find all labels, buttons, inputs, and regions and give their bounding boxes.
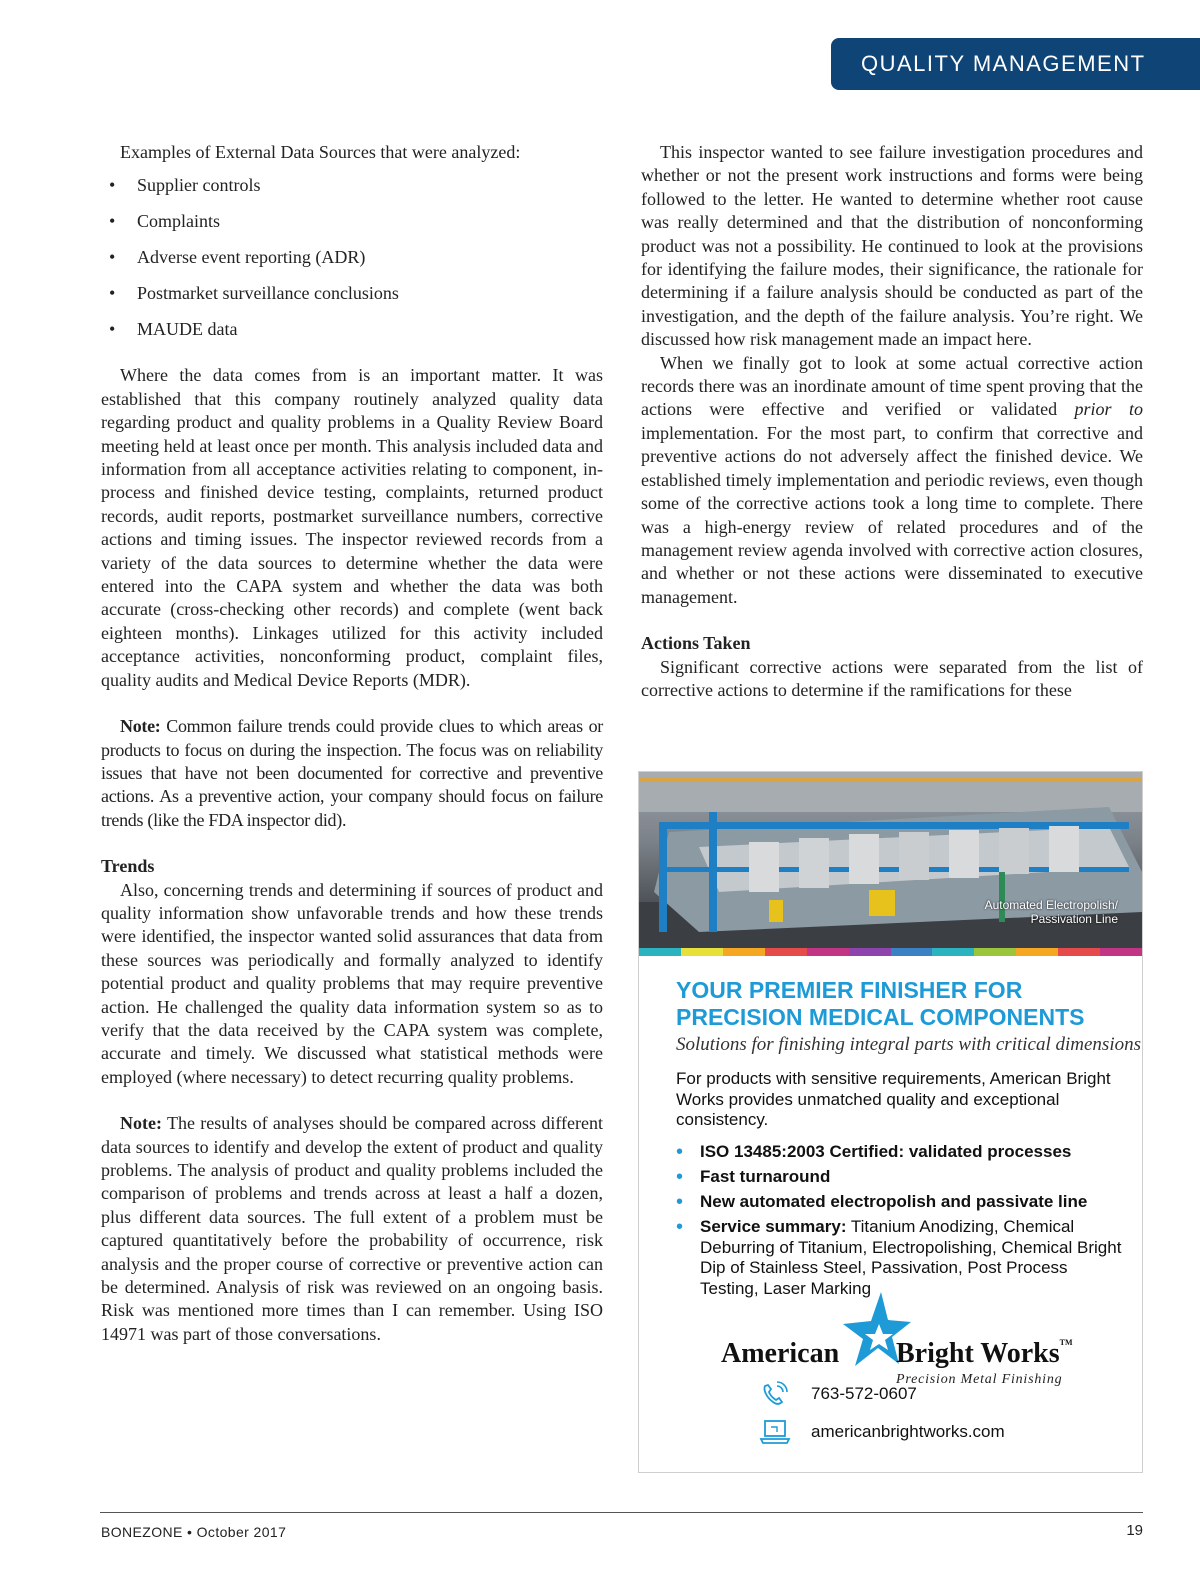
color-stripe [639, 948, 1142, 956]
headline-line: YOUR PREMIER FINISHER FOR [676, 977, 1023, 1003]
note-text: The results of analyses should be compared across different data sources to identify and develop the extent of product and quality problems. The analysis of product and quality problems included the comparison of problems and trends across at least a half a dozen, plus different data sources. The full extent of a problem must be captured quantitatively before the probability of occurrence, risk analysis and the proper course of corrective or preventive action can be determined. Analysis of risk was reviewed on an ongoing basis. Risk was mentioned more times than I can remember. Using ISO 14971 was part of those conversations. [101, 1113, 603, 1344]
section-heading-trends: Trends [101, 856, 155, 877]
ad-photo [639, 772, 1142, 948]
section-title: QUALITY MANAGEMENT [861, 51, 1146, 76]
data-sources-list [101, 174, 603, 354]
list-item: • MAUDE data [137, 318, 603, 354]
headline-line: PRECISION MEDICAL COMPONENTS [676, 1004, 1085, 1030]
ad-headline [676, 977, 1136, 1031]
note-paragraph [101, 1112, 603, 1346]
list-item: • Supplier controls [137, 174, 603, 210]
text-run: When we finally got to look at some actual corrective action records there was an inordinate amount of time spent proving that the actions were effective and verified or validated [641, 352, 1143, 420]
website-link[interactable]: americanbrightworks.com [811, 1422, 1005, 1441]
paragraph: This inspector wanted to see failure investigation procedures and whether or not the present work instructions and forms were being followed to the letter. He wanted to determine whether root cause was really determined and that the distribution of nonconforming product was not a possibility. He continued to look at the provisions for identifying the failure modes, their significance, the rationale for determining if a failure analysis should be conducted as part of the investigation, and the depth of the failure analysis. You’re right. We discussed how risk management made an impact here. [641, 142, 1143, 350]
paragraph: Where the data comes from is an important matter. It was established that this company routinely analyzed quality data regarding product and quality problems in a Quality Review Board meeting held at least once per month. This analysis included data and information from all acceptance activities relating to component, in-process and finished device testing, complaints, returned product records, audit reports, postmarket surveillance numbers, corrective actions and timing issues. The inspector reviewed records from a variety of the data sources to determine whether the data were entered into the CAPA system and whether the data was both accurate (cross-checking other records) and complete (went back eighteen months). Linkages utilized for this activity included acceptance activities, nonconforming product, complaint files, quality audits and Medical Device Reports (MDR). [101, 365, 603, 690]
advertisement [638, 771, 1143, 1473]
left-column [101, 141, 603, 1346]
page-number: 19 [1126, 1522, 1143, 1539]
emphasis-text: prior to [1074, 399, 1143, 420]
list-item [676, 1192, 1126, 1213]
paragraph: Also, concerning trends and determining if sources of product and quality information show unfavorable trends and how these trends were identified, the inspector wanted solid assurances that data from these sources was periodically and formally analyzed to identify potential product and quality problems that may require preventive action. He challenged the quality data information system so as to verify that the data received by the CAPA system was complete, accurate and timely. We discussed what statistical methods were employed (where necessary) to detect recurring quality problems. [101, 879, 603, 1087]
intro-text: Examples of External Data Sources that were analyzed: [120, 142, 521, 162]
feature-text: New automated electropolish and passivate line [700, 1192, 1088, 1211]
laptop-icon [759, 1418, 791, 1446]
logo-subtitle: Precision Metal Finishing [896, 1372, 1063, 1387]
feature-text: Fast turnaround [700, 1167, 831, 1186]
ad-features-list [676, 1142, 1126, 1304]
trademark: TM [1059, 1338, 1073, 1347]
list-item [676, 1167, 1126, 1188]
feature-text: Titanium Anodizing, Chemical Deburring of Titanium, Electropolishing, Chemical Bright Dip of Stainless Steel, Passivation, Post Process Testing, Laser Marking [700, 1217, 1122, 1298]
logo-text-right [896, 1338, 1073, 1370]
list-item [676, 1142, 1126, 1163]
ad-tagline: Solutions for finishing integral parts with critical dimensions [676, 1034, 1141, 1055]
section-heading-actions: Actions Taken [641, 633, 751, 654]
paragraph [641, 352, 1143, 609]
company-logo [721, 1292, 1081, 1387]
text-run: implementation. For the most part, to confirm that corrective and preventive actions do not adversely affect the finished device. We established timely implementation and periodic reviews, even though some of the corrective actions took a long time to complete. There was a high-energy review of related procedures and of the management review agenda involved with corrective action closures, and whether or not these actions were disseminated to executive management. [641, 422, 1143, 607]
list-item: • Adverse event reporting (ADR) [137, 246, 603, 282]
list-item: • Complaints [137, 210, 603, 246]
feature-text: ISO 13485:2003 Certified: validated processes [700, 1142, 1072, 1161]
phone-icon [759, 1380, 791, 1408]
paragraph: Significant corrective actions were separated from the list of corrective actions to determine if the ramifications for these [641, 656, 1143, 700]
section-tab [831, 38, 1200, 90]
photo-caption [985, 898, 1118, 926]
caption-line: Automated Electropolish/ [984, 898, 1118, 912]
phone-contact [759, 1380, 917, 1408]
footer-publication: BONEZONE • October 2017 [101, 1524, 287, 1540]
ad-body: For products with sensitive requirements, American Bright Works provides unmatched quality and exceptional consistency. [676, 1069, 1111, 1129]
caption-line: Passivation Line [1030, 912, 1118, 926]
list-item [676, 1217, 1126, 1299]
phone-number[interactable]: 763-572-0607 [811, 1384, 917, 1403]
note-paragraph [101, 715, 603, 832]
footer-rule [100, 1512, 1143, 1513]
logo-wordmark: Bright Works [896, 1338, 1060, 1369]
note-label: Note: [120, 716, 161, 737]
note-text: Common failure trends could provide clues to which areas or products to focus on during the inspection. The focus was on reliability issues that have not been documented for corrective and preventive actions. As a preventive action, your company should focus on failure trends (like the FDA inspector did). [101, 716, 603, 830]
logo-text-left: American [721, 1338, 840, 1369]
web-contact [759, 1418, 1005, 1446]
list-item: • Postmarket surveillance conclusions [137, 282, 603, 318]
right-column [641, 141, 1143, 702]
feature-label: Service summary: [700, 1217, 847, 1236]
note-label: Note: [120, 1113, 162, 1134]
